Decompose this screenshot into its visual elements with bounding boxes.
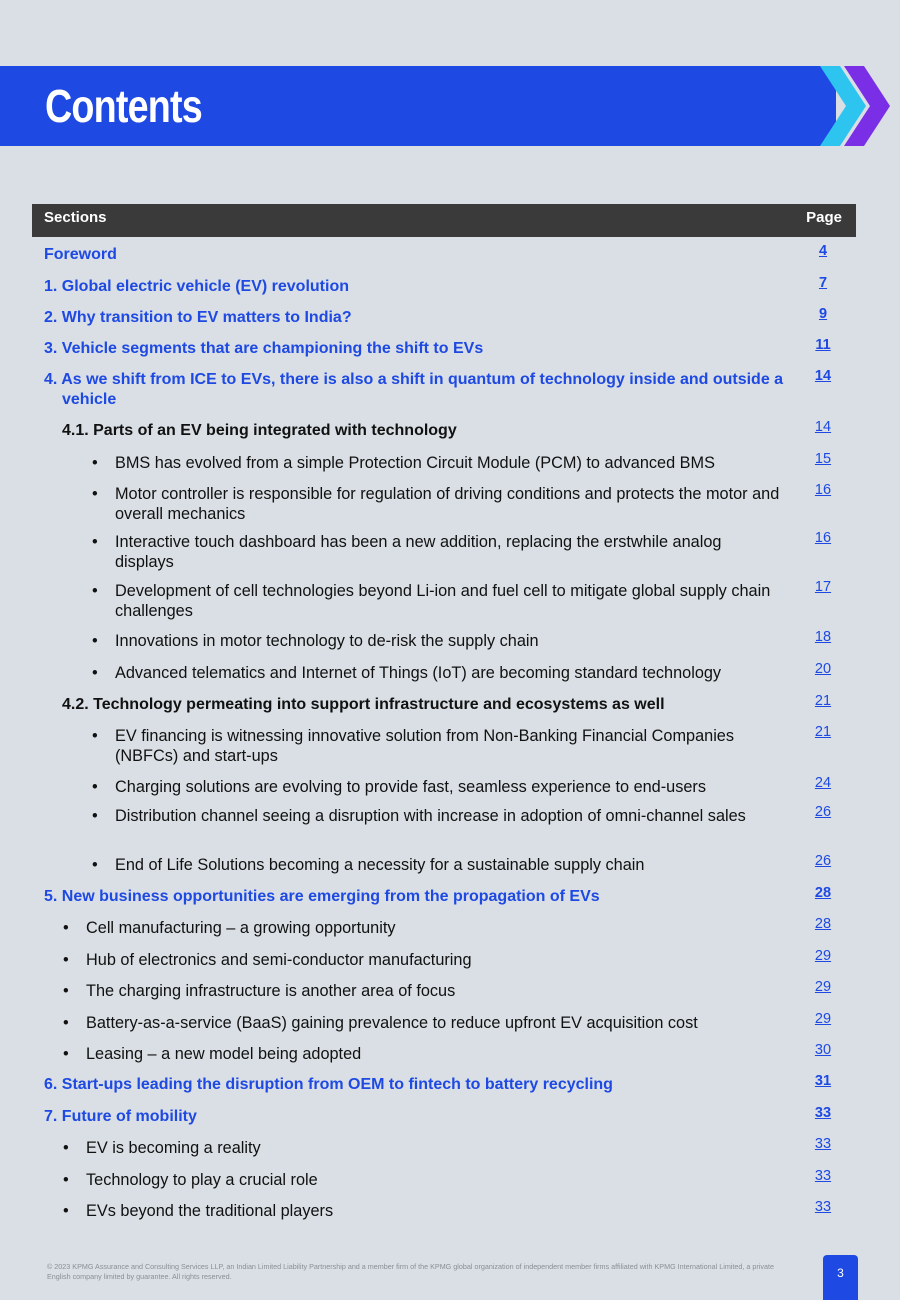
toc-page-link[interactable]: 29 — [814, 1011, 832, 1027]
bullet-icon: • — [92, 727, 98, 745]
page-number-badge: 3 — [823, 1255, 858, 1300]
copyright-footer: © 2023 KPMG Assurance and Consulting Services LLP, an Indian Limited Liability Partnership and a member firm of the KPMG global organization of independent member firms affiliated with KPMG International Limited, a private English company limited by guarantee. All rights reserved. — [47, 1262, 774, 1281]
toc-entry-label[interactable]: 6. Start-ups leading the disruption from OEM to fintech to battery recycling — [44, 1076, 613, 1093]
toc-entry-label[interactable]: Battery-as-a-service (BaaS) gaining prevalence to reduce upfront EV acquisition cost — [86, 1014, 698, 1032]
title-banner — [0, 66, 836, 146]
bullet-icon: • — [92, 807, 98, 825]
toc-page-link[interactable]: 14 — [814, 419, 832, 435]
bullet-icon: • — [92, 454, 98, 472]
toc-page-link[interactable]: 28 — [814, 885, 832, 901]
toc-page-link[interactable]: 33 — [814, 1199, 832, 1215]
toc-page-link[interactable]: 24 — [814, 775, 832, 791]
toc-page-link[interactable]: 31 — [814, 1073, 832, 1089]
toc-entry-label[interactable]: EV financing is witnessing innovative solution from Non-Banking Financial Companies (NBFCs) and start-ups — [115, 727, 735, 765]
toc-page-link[interactable]: 16 — [814, 530, 832, 546]
page-title: Contents — [45, 80, 202, 132]
toc-page-link[interactable]: 33 — [814, 1168, 832, 1184]
toc-page-link[interactable]: 20 — [814, 661, 832, 677]
toc-page-link[interactable]: 4 — [818, 243, 828, 259]
toc-page-link[interactable]: 9 — [818, 306, 828, 322]
toc-entry-label[interactable]: Distribution channel seeing a disruption with increase in adoption of omni-channel sales — [115, 807, 746, 825]
toc-entry-label[interactable]: 4.1. Parts of an EV being integrated with technology — [62, 422, 457, 439]
toc-entry-label[interactable]: 4.2. Technology permeating into support infrastructure and ecosystems as well — [62, 696, 665, 713]
bullet-icon: • — [92, 778, 98, 796]
toc-page-link[interactable]: 33 — [814, 1136, 832, 1152]
bullet-icon: • — [63, 919, 69, 937]
toc-page-link[interactable]: 18 — [814, 629, 832, 645]
toc-entry-label[interactable]: 4. As we shift from ICE to EVs, there is also a shift in quantum of technology inside and outside a vehicle — [44, 371, 784, 408]
toc-entry-label[interactable]: BMS has evolved from a simple Protection Circuit Module (PCM) to advanced BMS — [115, 454, 715, 472]
toc-page-link[interactable]: 15 — [814, 451, 832, 467]
toc-entry-label[interactable]: 3. Vehicle segments that are championing the shift to EVs — [44, 340, 484, 357]
toc-entry-label[interactable]: Technology to play a crucial role — [86, 1171, 318, 1189]
bullet-icon: • — [63, 1171, 69, 1189]
bullet-icon: • — [92, 485, 98, 503]
toc-entry-label[interactable]: The charging infrastructure is another area of focus — [86, 982, 456, 1000]
toc-page-link[interactable]: 21 — [814, 724, 832, 740]
page-header: Page — [806, 209, 842, 226]
bullet-icon: • — [63, 1045, 69, 1063]
sections-header: Sections — [44, 209, 107, 226]
toc-page-link[interactable]: 30 — [814, 1042, 832, 1058]
toc-page-link[interactable]: 33 — [814, 1105, 832, 1121]
toc-entry-label[interactable]: Cell manufacturing – a growing opportunity — [86, 919, 396, 937]
bullet-icon: • — [63, 982, 69, 1000]
bullet-icon: • — [63, 1014, 69, 1032]
bullet-icon: • — [92, 856, 98, 874]
bullet-icon: • — [92, 632, 98, 650]
toc-page-link[interactable]: 21 — [814, 693, 832, 709]
toc-entry-label[interactable]: Innovations in motor technology to de-risk the supply chain — [115, 632, 539, 650]
toc-page-link[interactable]: 17 — [814, 579, 832, 595]
bullet-icon: • — [92, 582, 98, 600]
toc-entry-label[interactable]: Hub of electronics and semi-conductor manufacturing — [86, 951, 472, 969]
toc-entry-label[interactable]: 7. Future of mobility — [44, 1108, 197, 1125]
toc-entry-label[interactable]: Leasing – a new model being adopted — [86, 1045, 362, 1063]
toc-page-link[interactable]: 26 — [814, 804, 832, 820]
toc-page-link[interactable]: 7 — [818, 275, 828, 291]
toc-entry-label[interactable]: End of Life Solutions becoming a necessity for a sustainable supply chain — [115, 856, 645, 874]
toc-entry-label[interactable]: EV is becoming a reality — [86, 1139, 261, 1157]
toc-page-link[interactable]: 14 — [814, 368, 832, 384]
toc-entry-label[interactable]: EVs beyond the traditional players — [86, 1202, 334, 1220]
toc-entry-label[interactable]: Advanced telematics and Internet of Things (IoT) are becoming standard technology — [115, 664, 722, 682]
toc-page-link[interactable]: 16 — [814, 482, 832, 498]
bullet-icon: • — [92, 664, 98, 682]
toc-entry-label[interactable]: Charging solutions are evolving to provide fast, seamless experience to end-users — [115, 778, 706, 796]
toc-entry-label[interactable]: Interactive touch dashboard has been a new addition, replacing the erstwhile analog displays — [115, 533, 722, 571]
toc-page-link[interactable]: 29 — [814, 979, 832, 995]
bullet-icon: • — [63, 1202, 69, 1220]
bullet-icon: • — [63, 1139, 69, 1157]
toc-page-link[interactable]: 11 — [815, 337, 831, 353]
bullet-icon: • — [92, 533, 98, 551]
toc-entry-label[interactable]: 2. Why transition to EV matters to India? — [44, 309, 352, 326]
toc-page-link[interactable]: 28 — [814, 916, 832, 932]
chevron-arrows-icon — [820, 66, 892, 146]
toc-page-link[interactable]: 29 — [814, 948, 832, 964]
toc-entry-label[interactable]: Foreword — [44, 246, 117, 263]
toc-entry-label[interactable]: 1. Global electric vehicle (EV) revolution — [44, 278, 349, 295]
toc-header — [32, 204, 856, 237]
toc-entry-label[interactable]: Motor controller is responsible for regulation of driving conditions and protects the motor and overall mechanics — [115, 485, 780, 523]
toc-page-link[interactable]: 26 — [814, 853, 832, 869]
bullet-icon: • — [63, 951, 69, 969]
toc-entry-label[interactable]: 5. New business opportunities are emerging from the propagation of EVs — [44, 888, 600, 905]
toc-entry-label[interactable]: Development of cell technologies beyond Li-ion and fuel cell to mitigate global supply chain challenges — [115, 582, 771, 620]
